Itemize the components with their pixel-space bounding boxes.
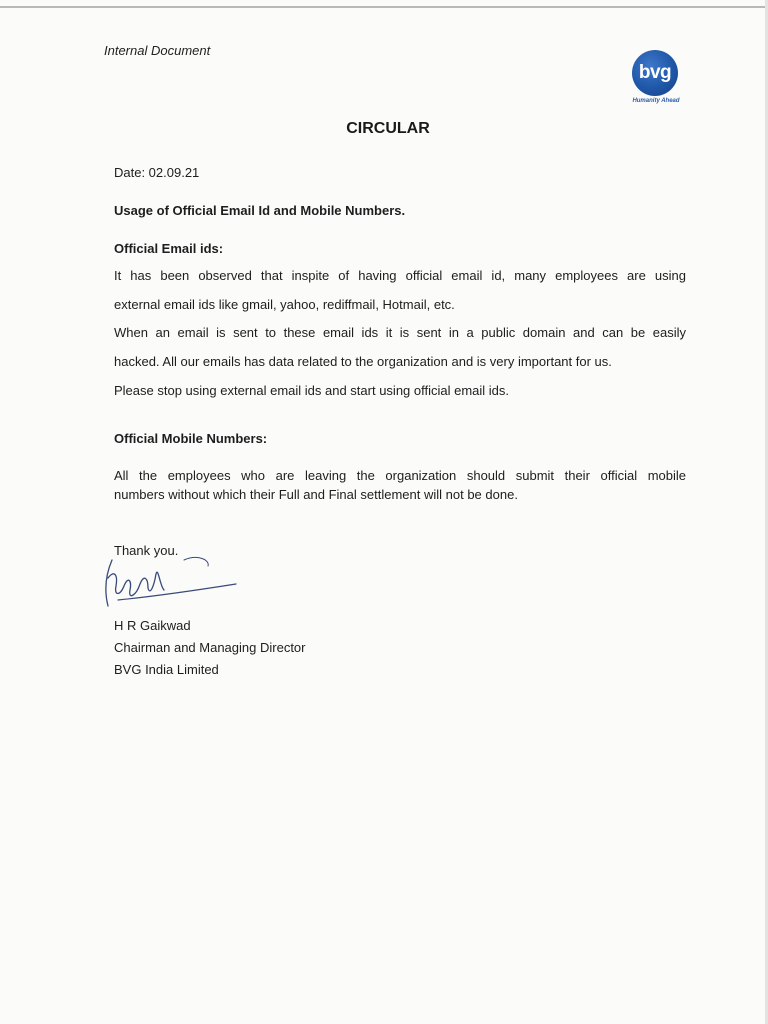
document-subject: Usage of Official Email Id and Mobile Numbers.	[114, 203, 406, 218]
logo-wordmark: bvg	[638, 62, 672, 83]
handwritten-signature	[98, 556, 248, 618]
email-paragraph-line-5: Please stop using external email ids and start using official email ids.	[114, 383, 510, 398]
document-title: CIRCULAR	[346, 120, 430, 137]
document-classification-label: Internal Document	[104, 43, 211, 58]
company-logo	[612, 48, 692, 112]
email-paragraph-line-3: When an email is sent to these email ids it is sent in a public domain and can be easily	[114, 325, 686, 340]
email-paragraph-line-2: external email ids like gmail, yahoo, rediffmail, Hotmail, etc.	[114, 297, 455, 312]
email-paragraph-line-4: hacked. All our emails has data related to the organization and is very important for us.	[114, 354, 612, 369]
mobile-paragraph-line-2: numbers without which their Full and Final settlement will not be done.	[114, 487, 518, 502]
document-date: Date: 02.09.21	[114, 165, 200, 180]
email-section-heading: Official Email ids:	[114, 241, 224, 256]
logo-tagline: Humanity Ahead	[632, 98, 680, 104]
mobile-paragraph-line-1: All the employees who are leaving the organization should submit their official mobile	[114, 468, 686, 483]
mobile-section-heading: Official Mobile Numbers:	[114, 431, 268, 446]
signatory-company: BVG India Limited	[114, 662, 219, 677]
page-top-edge	[0, 6, 768, 8]
signatory-name: H R Gaikwad	[114, 618, 191, 633]
email-paragraph-line-1: It has been observed that inspite of having official email id, many employees are using	[114, 268, 686, 283]
signatory-designation: Chairman and Managing Director	[114, 640, 306, 655]
closing-text: Thank you.	[114, 543, 179, 558]
